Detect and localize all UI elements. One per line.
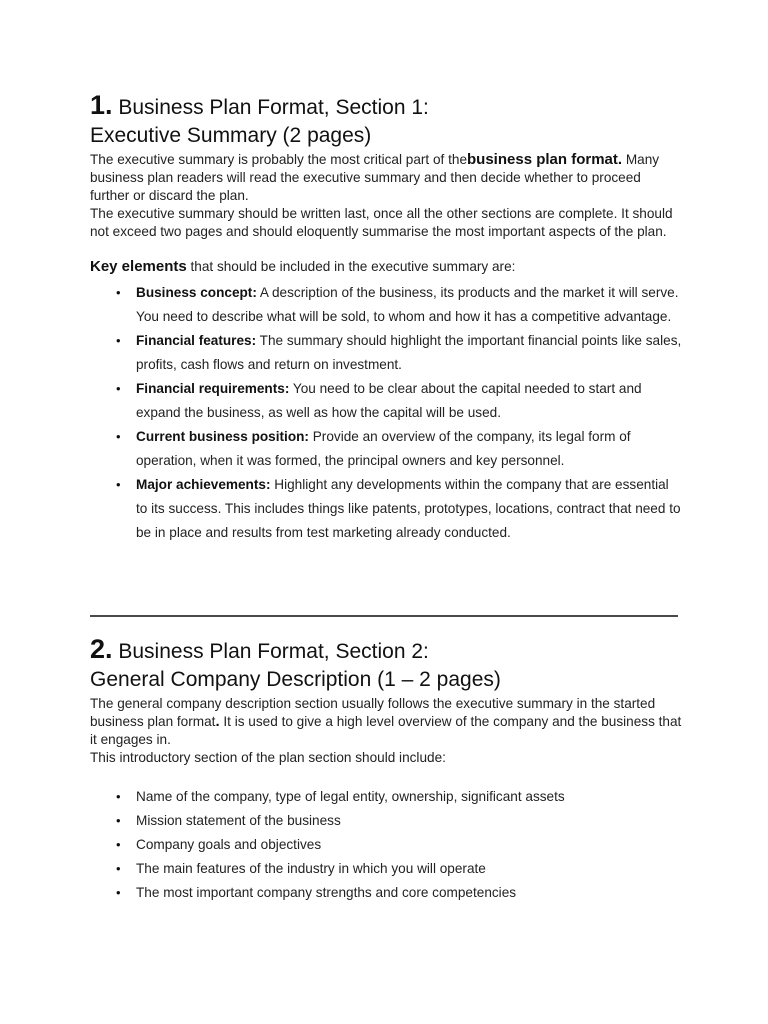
list-item [90,833,682,857]
section-2-heading-line1 [90,636,682,665]
list-item-text: You need to be clear about the capital needed to start and expand the business, as well as how the capital will be used. [136,381,642,420]
list-item-text: Provide an overview of the company, its legal form of operation, when it was formed, the principal owners and key personnel. [136,429,631,468]
list-item [90,425,682,473]
list-item-text: The summary should highlight the important financial points like sales, profits, cash flows and return on investment. [136,333,682,372]
section-2-subheading: General Company Description (1 – 2 pages) [90,668,501,691]
section-1-heading-text: Business Plan Format, Section 1: [112,96,429,119]
list-item-term: Financial features: [136,333,257,348]
section-1-intro-bold: business plan format. [467,151,623,168]
bullet-icon: • [116,861,121,876]
list-item [90,329,682,377]
list-item-term: Financial requirements: [136,381,290,396]
section-1-intro [90,151,682,205]
section-1-intro-start: The executive summary is probably the most critical part of the [90,152,468,167]
section-2-intro [90,695,682,749]
bullet-icon: • [116,429,121,444]
section-1-subheading: Executive Summary (2 pages) [90,124,372,147]
bullet-icon: • [116,885,121,900]
list-item-term: Current business position: [136,429,309,444]
section-1-heading-line1 [90,92,682,121]
list-item [90,281,682,329]
key-elements-line [90,257,682,277]
list-item [90,785,682,809]
key-elements-label: Key elements [90,258,187,275]
list-item [90,857,682,881]
bullet-icon: • [116,333,121,348]
key-elements-text: that should be included in the executive summary are: [186,259,516,274]
section-1-paragraph-2: The executive summary should be written last, once all the other sections are complete. It should not exceed two pages and should eloquently summarise the most important aspects of the plan. [90,206,673,239]
company-description-list [90,785,682,905]
list-item [90,473,682,545]
section-2-heading [90,636,682,693]
list-item-text: Name of the company, type of legal entity, ownership, significant assets [136,789,565,804]
bullet-icon: • [116,813,121,828]
list-item-text: A description of the business, its products and the market it will serve. You need to describe what will be sold, to whom and how it has a competitive advantage. [136,285,679,324]
section-2-paragraph-2: This introductory section of the plan section should include: [90,750,446,765]
list-item-term: Major achievements: [136,477,271,492]
list-item-text: Mission statement of the business [136,813,341,828]
list-item [90,377,682,425]
bullet-icon: • [116,381,121,396]
list-item-text: Highlight any developments within the company that are essential to its success. This includes things like patents, prototypes, locations, contract that need to be in place and results from test marketing already conducted. [136,477,681,540]
bullet-icon: • [116,837,121,852]
section-1-intro-end: Many business plan readers will read the executive summary and then decide whether to proceed further or discard the plan. [90,152,660,203]
list-item-text: The main features of the industry in which you will operate [136,861,486,876]
section-1-number: 1. [90,90,113,120]
section-2-intro-end: It is used to give a high level overview of the company and the business that it engages in. [90,714,682,747]
section-1-heading [90,92,682,149]
section-2 [90,636,682,905]
list-item-text: Company goals and objectives [136,837,322,852]
bullet-icon: • [116,477,121,492]
section-divider [90,615,678,617]
bullet-icon: • [116,789,121,804]
section-2-intro-start: The general company description section usually follows the executive summary in the started business plan format [90,696,656,729]
section-1 [90,92,682,545]
section-2-number: 2. [90,634,113,664]
section-2-intro-dot: . [215,713,220,730]
list-item [90,881,682,905]
list-item-term: Business concept: [136,285,257,300]
list-item [90,809,682,833]
section-2-heading-text: Business Plan Format, Section 2: [112,640,429,663]
bullet-icon: • [116,285,121,300]
list-item-text: The most important company strengths and core competencies [136,885,517,900]
key-elements-list [90,281,682,545]
